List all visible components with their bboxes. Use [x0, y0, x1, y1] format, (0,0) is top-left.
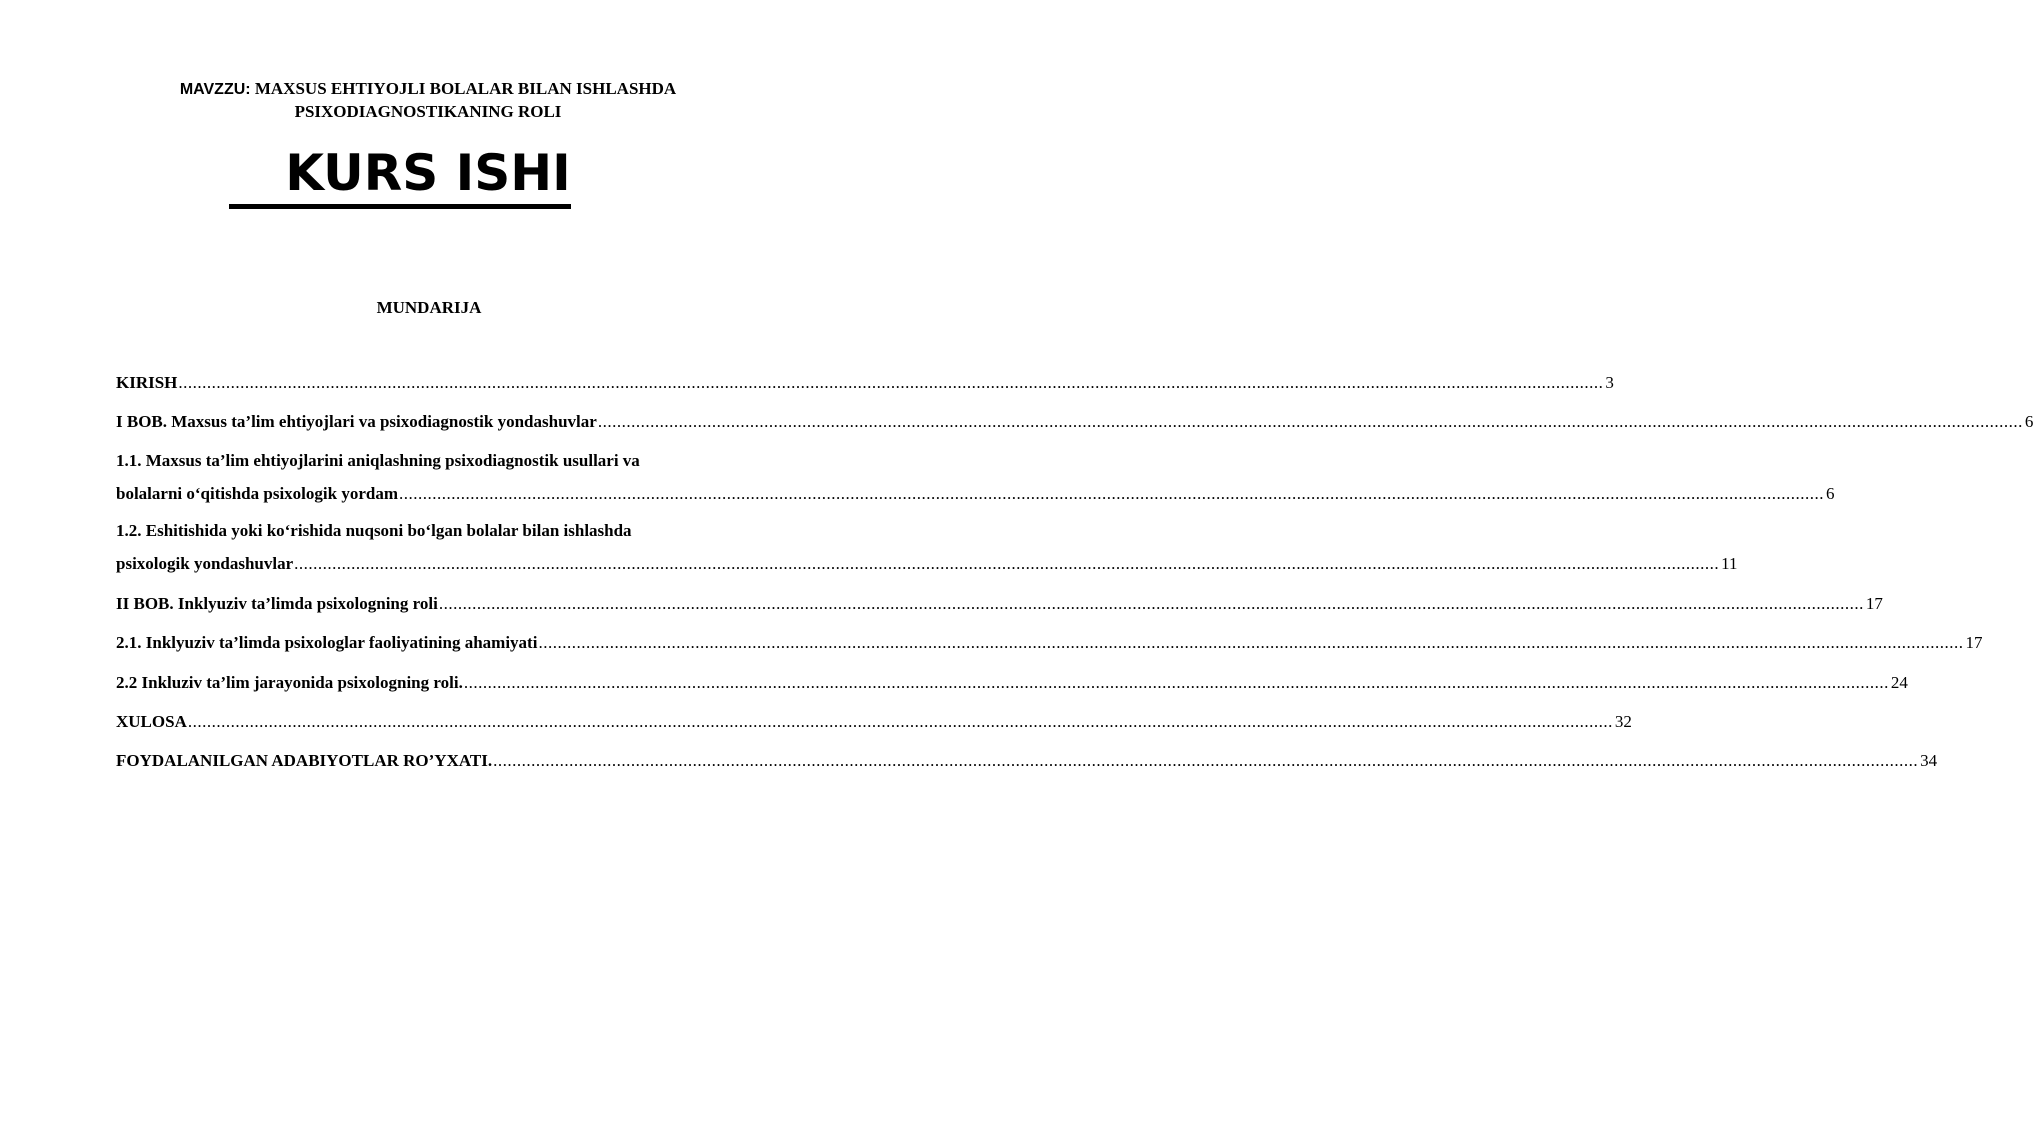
toc-page-number: 17: [1965, 633, 1983, 652]
topic-line-1: [100, 78, 756, 101]
toc-page-number: 34: [1920, 751, 1938, 770]
topic-prefix: MAVZZU:: [179, 81, 251, 98]
toc-page-number: 3: [1605, 373, 1614, 392]
toc-entry[interactable]: [116, 411, 2033, 433]
toc-entry-title: FOYDALANILGAN ADABIYOTLAR RO’YXATI.: [116, 751, 493, 770]
toc-entry-title: I BOB. Maxsus ta’lim ehtiyojlari va psixodiagnostik yondashuvlar: [116, 412, 597, 431]
toc-entry-title: II BOB. Inklyuziv ta’limda psixologning roli: [116, 594, 438, 613]
toc-entry-title: XULOSA: [116, 712, 187, 731]
toc-dot-leader: ............................................................................................................................................................................................................................................................................................................: [187, 712, 1613, 731]
toc-dot-leader: ............................................................................................................................................................................................................................................................................................................: [398, 484, 1824, 503]
toc-entry-title-line: 1.2. Eshitishida yoki ko‘rishida nuqsoni bo‘lgan bolalar bilan ishlashda: [116, 521, 632, 540]
document-title: [0, 142, 800, 209]
topic-heading: [100, 78, 756, 123]
toc-entry-title: KIRISH: [116, 373, 178, 392]
toc-entry-row: [116, 483, 1835, 505]
toc-entry[interactable]: [116, 672, 1908, 694]
toc-entry-row: [116, 750, 1938, 772]
toc-entry[interactable]: [116, 632, 1983, 654]
toc-dot-leader: ............................................................................................................................................................................................................................................................................................................: [438, 594, 1864, 613]
document-title-text: KURS ISHI: [229, 142, 570, 209]
toc-entry-row: [116, 672, 1908, 694]
toc-page-number: 6: [1825, 484, 1835, 503]
toc-dot-leader: ............................................................................................................................................................................................................................................................................................................: [178, 373, 1604, 392]
toc-dot-leader: ............................................................................................................................................................................................................................................................................................................: [493, 751, 1919, 770]
toc-entry[interactable]: [116, 450, 1835, 505]
toc-entry-row: [116, 553, 1738, 575]
toc-heading: MUNDARIJA: [376, 298, 482, 317]
toc-entry-row: [116, 632, 1983, 654]
toc-page-number: 17: [1865, 594, 1883, 613]
topic-line-2: PSIXODIAGNOSTIKANING ROLI: [294, 102, 562, 121]
toc-entry[interactable]: [116, 750, 1938, 772]
toc-entry[interactable]: [116, 372, 1614, 394]
toc-entry-row: [116, 411, 2033, 433]
toc-page-number: 11: [1721, 554, 1738, 573]
toc-dot-leader: ............................................................................................................................................................................................................................................................................................................: [597, 412, 2023, 431]
toc-page-number: 6: [2024, 412, 2033, 431]
toc-entry-title: bolalarni o‘qitishda psixologik yordam: [116, 484, 398, 503]
toc-entry-title: 2.2 Inkluziv ta’lim jarayonida psixologning roli.: [116, 673, 463, 692]
toc-entry[interactable]: [116, 520, 1738, 575]
toc-dot-leader: ............................................................................................................................................................................................................................................................................................................: [463, 673, 1889, 692]
toc-page-number: 24: [1890, 673, 1908, 692]
toc-dot-leader: ............................................................................................................................................................................................................................................................................................................: [294, 554, 1720, 573]
toc-entry[interactable]: [116, 593, 1883, 615]
toc-entry-title: 2.1. Inklyuziv ta’limda psixologlar faoliyatining ahamiyati: [116, 633, 538, 652]
toc-entry-row: [116, 711, 1632, 733]
topic-line-1-text: MAXSUS EHTIYOJLI BOLALAR BILAN ISHLASHDA: [254, 79, 677, 98]
toc-page-number: 32: [1614, 712, 1632, 731]
toc-dot-leader: ............................................................................................................................................................................................................................................................................................................: [538, 633, 1964, 652]
toc-entry-row: [116, 372, 1614, 394]
toc-entry-row: [116, 593, 1883, 615]
toc-entry-title: psixologik yondashuvlar: [116, 554, 294, 573]
toc-entry-title-line: 1.1. Maxsus ta’lim ehtiyojlarini aniqlashning psixodiagnostik usullari va: [116, 451, 640, 470]
toc-entry[interactable]: [116, 711, 1632, 733]
